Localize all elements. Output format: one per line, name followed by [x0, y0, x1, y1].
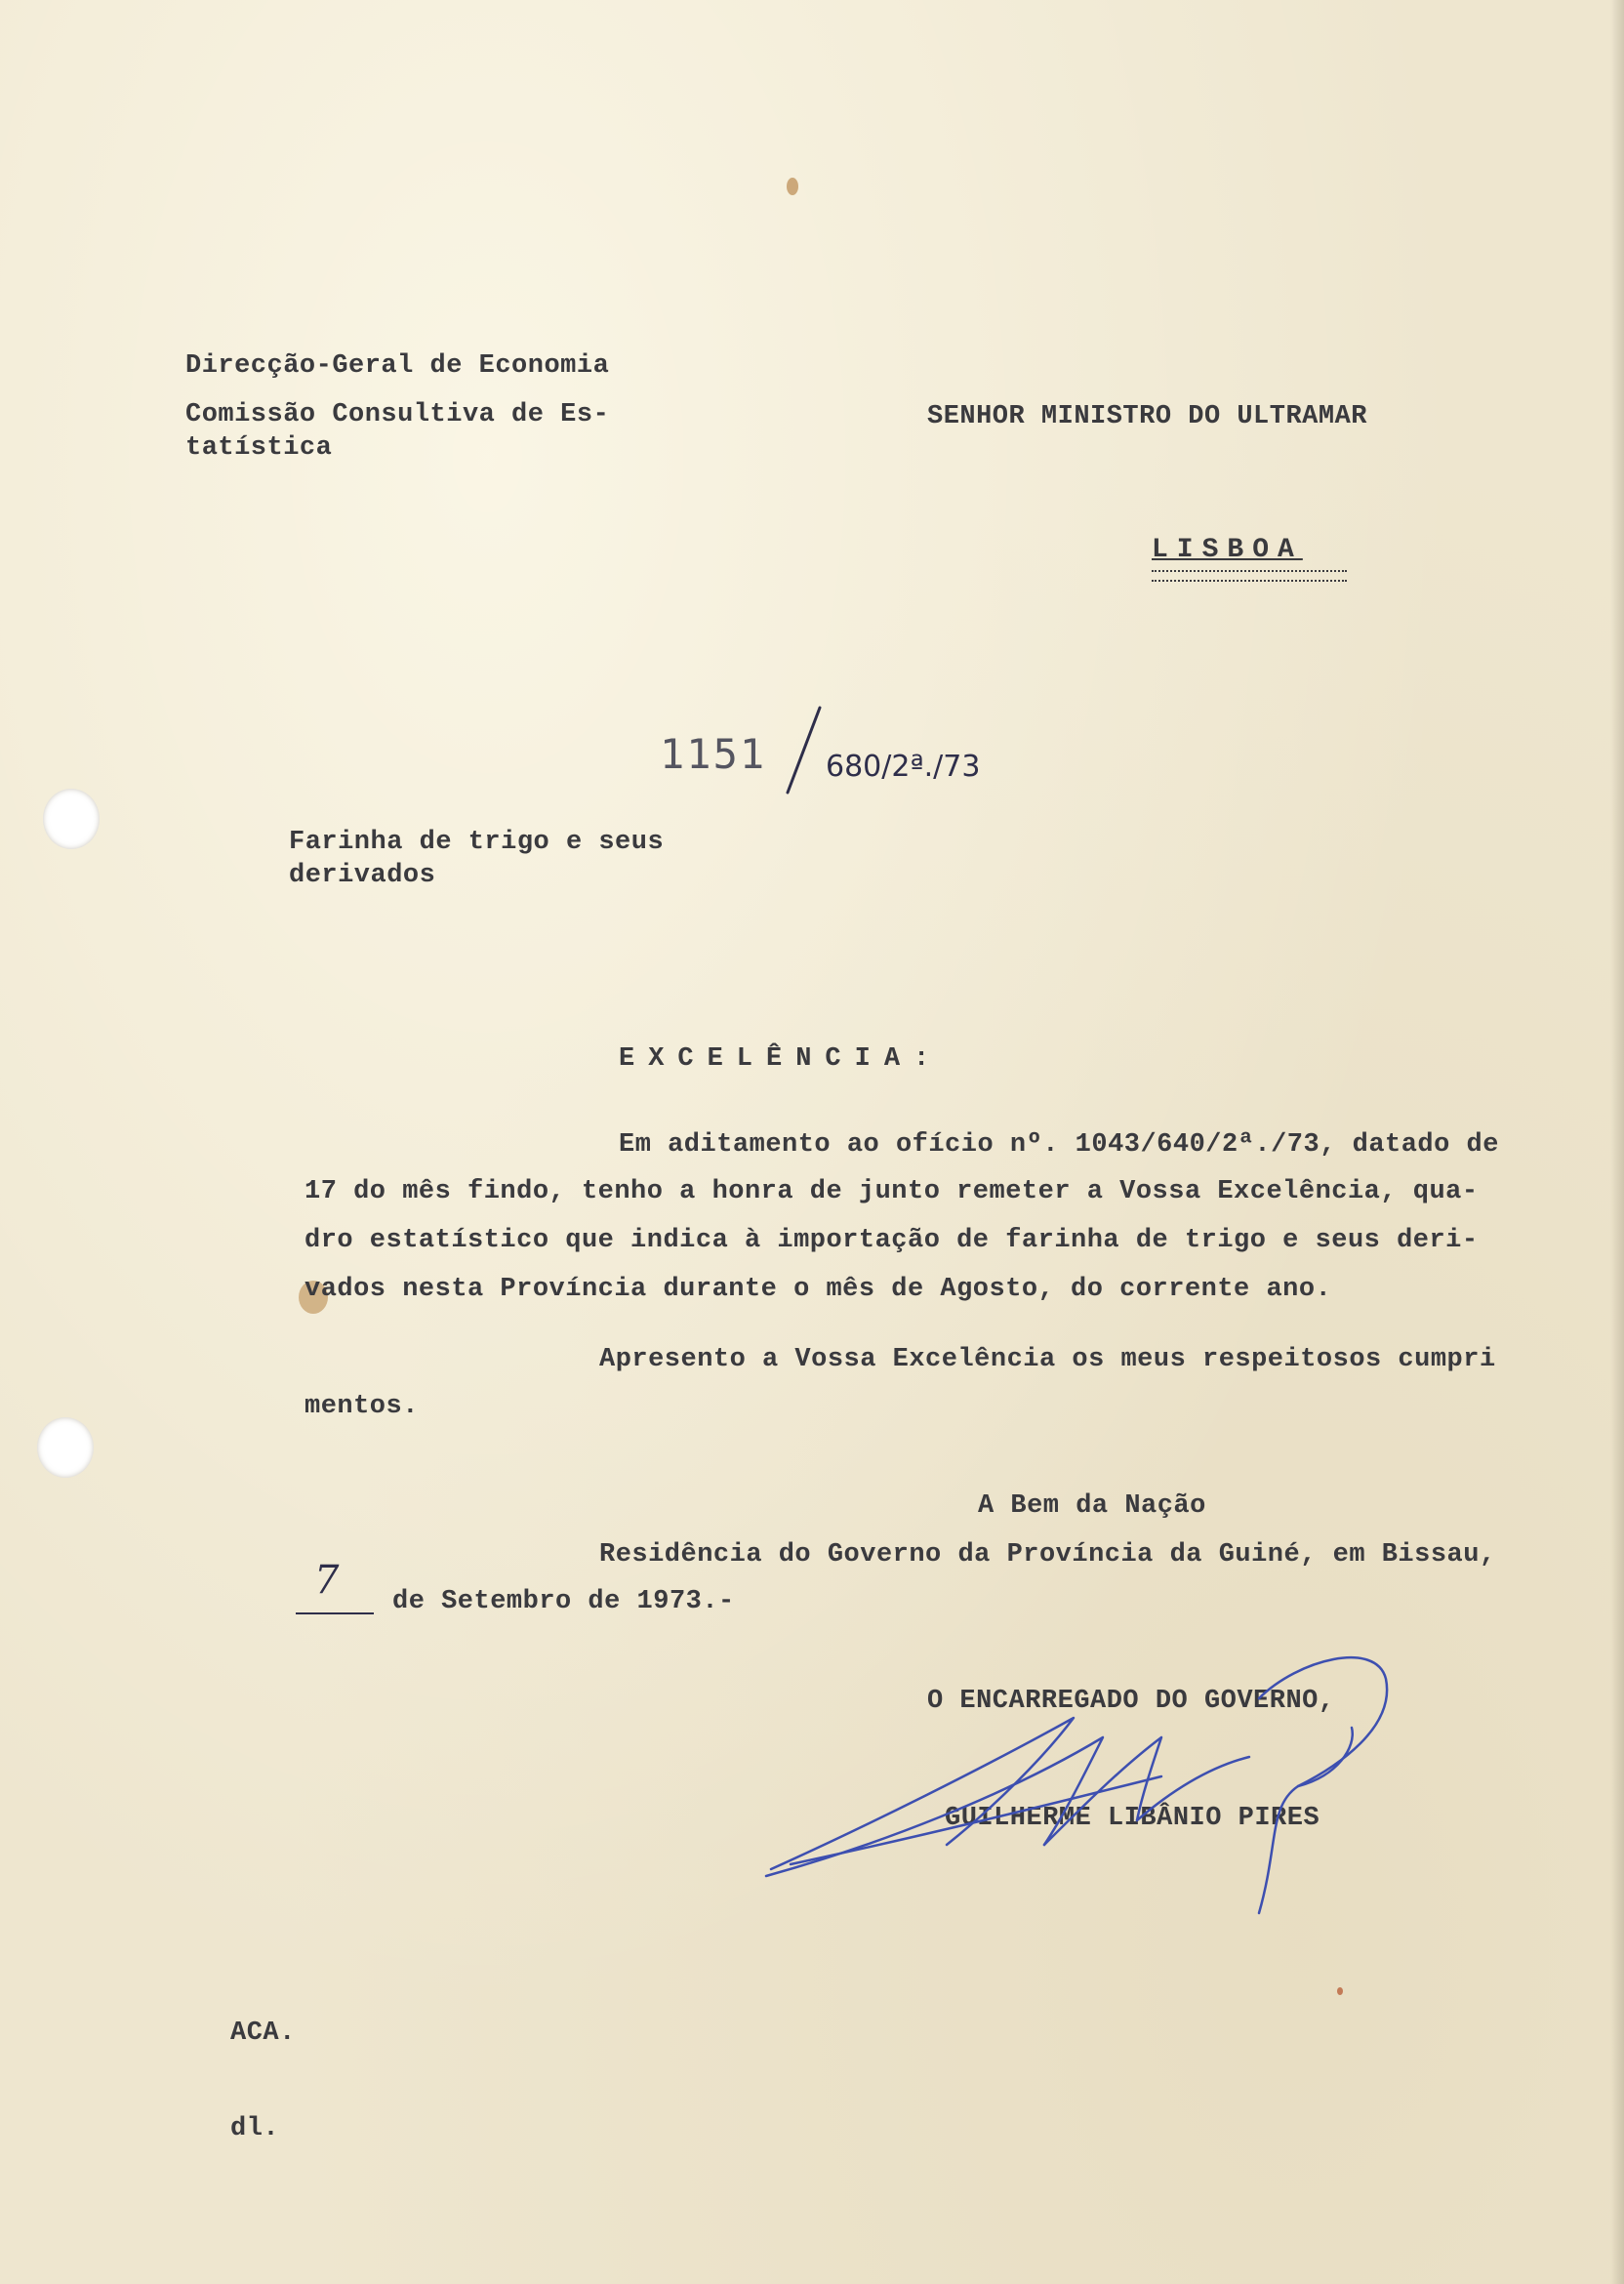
department-line-3: tatística: [185, 433, 333, 463]
punch-hole-bottom: [37, 1417, 94, 1478]
registry-stamp-number: 1151: [660, 730, 767, 778]
body-paragraph-1-line-2: 17 do mês findo, tenho a honra de junto remeter a Vossa Excelência, qua-: [304, 1177, 1479, 1206]
salutation: EXCELÊNCIA:: [619, 1044, 944, 1074]
punch-hole-top: [43, 789, 100, 849]
handwritten-signature: [751, 1620, 1415, 1933]
closing-date: de Setembro de 1973.-: [392, 1587, 735, 1616]
city-double-underline: [1152, 570, 1347, 582]
closing-place: Residência do Governo da Província da Guiné, em Bissau,: [599, 1540, 1496, 1570]
body-paragraph-1-line-3: dro estatístico que indica à importação de farinha de trigo e seus deri-: [304, 1226, 1479, 1255]
addressee: SENHOR MINISTRO DO ULTRAMAR: [927, 402, 1367, 431]
closing-motto: A Bem da Nação: [978, 1491, 1206, 1521]
handwritten-day: 7: [314, 1558, 340, 1603]
department-line-2: Comissão Consultiva de Es-: [185, 400, 610, 429]
signatory-name: GUILHERME LIBÂNIO PIRES: [945, 1804, 1320, 1833]
stain-mark: [1337, 1987, 1343, 1995]
subject-line-1: Farinha de trigo e seus: [289, 828, 665, 857]
department-line-1: Direcção-Geral de Economia: [185, 351, 610, 381]
paper-edge-shadow: [1610, 0, 1624, 2284]
reference-code: 680/2ª./73: [826, 750, 981, 784]
day-underline: [296, 1612, 374, 1614]
addressee-city: LISBOA: [1152, 535, 1303, 565]
body-paragraph-2-line-1: Apresento a Vossa Excelência os meus respeitosos cumpri: [599, 1345, 1496, 1374]
subject-line-2: derivados: [289, 861, 436, 890]
typist-initials-1: ACA.: [230, 2019, 296, 2048]
stain-mark: [787, 178, 798, 195]
signatory-title: O ENCARREGADO DO GOVERNO,: [927, 1687, 1335, 1716]
typist-initials-2: dl.: [230, 2114, 280, 2143]
body-paragraph-1-line-4: vados nesta Província durante o mês de Agosto, do corrente ano.: [304, 1275, 1332, 1304]
body-paragraph-2-line-2: mentos.: [304, 1392, 419, 1421]
body-paragraph-1-line-1: Em aditamento ao ofício nº. 1043/640/2ª./73, datado de: [619, 1130, 1499, 1160]
